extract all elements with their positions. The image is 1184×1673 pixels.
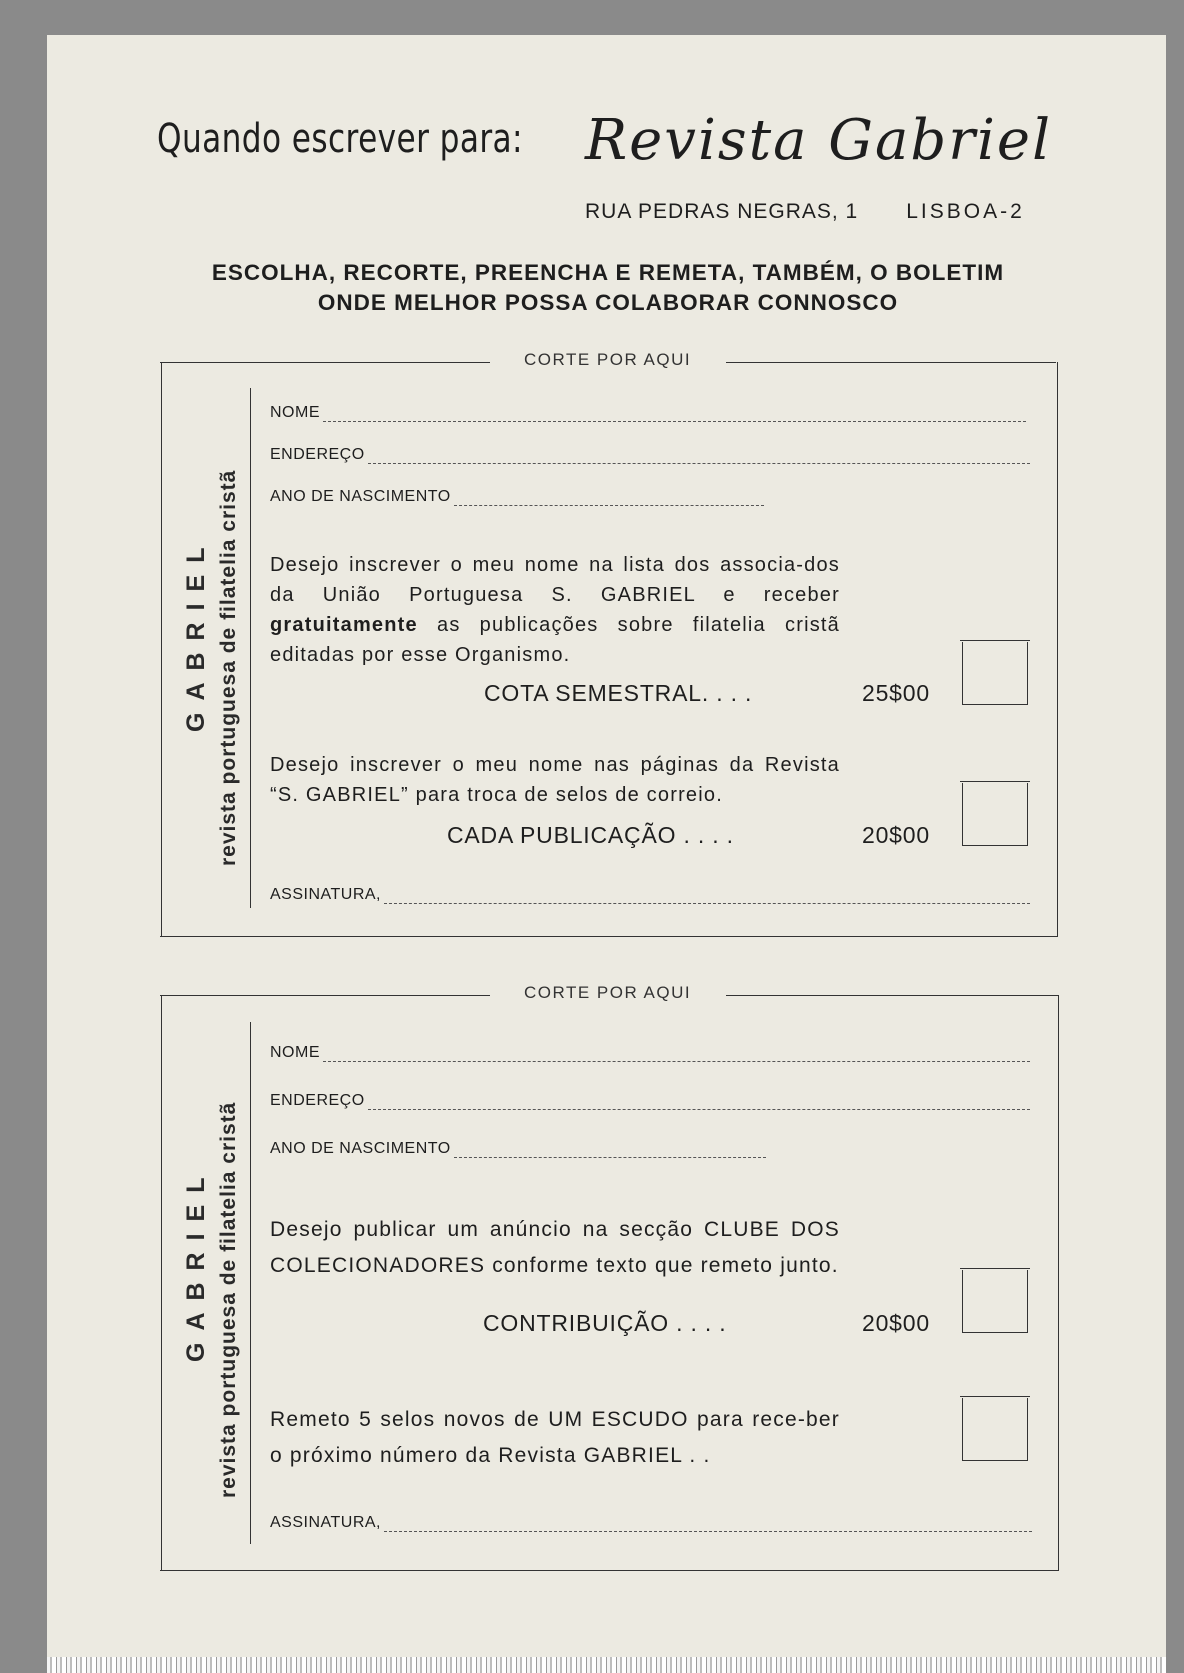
contribution-label: CONTRIBUIÇÃO . . . . <box>483 1310 727 1336</box>
publication-checkbox[interactable] <box>962 783 1028 846</box>
membership-paragraph: Desejo inscrever o meu nome na lista dos associa-dos da União Portuguesa S. GABRIEL e receber gratuitamente as publicações sobre filatelia cristã editadas por esse Organismo. <box>270 554 840 666</box>
cut-line-left <box>160 995 490 996</box>
address-field[interactable] <box>270 1092 1030 1110</box>
cut-label: CORTE POR AQUI <box>524 350 692 369</box>
header-lead: Quando escrever para: <box>157 116 523 162</box>
advertisement-paragraph: Desejo publicar um anúncio na secção CLUBE DOS COLECIONADORES conforme texto que remeto junto. <box>270 1218 840 1277</box>
address-label: ENDEREÇO <box>270 1092 365 1109</box>
birth-year-line <box>454 1145 766 1158</box>
instruction-heading <box>155 258 1061 318</box>
checkbox-rule <box>960 1268 1030 1269</box>
name-line <box>323 409 1026 422</box>
publication-fee-value: 20$00 <box>862 822 930 848</box>
side-subtitle: revista portuguesa de filatelia cristã <box>217 1101 240 1498</box>
form2-border-right <box>1058 995 1059 1570</box>
scan-ruler <box>47 1657 1166 1673</box>
checkbox-rule <box>960 640 1030 641</box>
stamps-checkbox[interactable] <box>962 1398 1028 1461</box>
signature-line <box>384 1519 1032 1532</box>
name-field[interactable] <box>270 1044 1030 1062</box>
address <box>585 200 1025 224</box>
checkbox-rule <box>960 781 1030 782</box>
checkbox-rule <box>960 1396 1030 1397</box>
side-title: GABRIEL <box>182 535 210 732</box>
form1-side-divider <box>250 388 251 908</box>
address-city: LISBOA-2 <box>906 200 1025 223</box>
name-label: NOME <box>270 404 320 421</box>
semester-fee-label: COTA SEMESTRAL. . . . <box>484 680 753 706</box>
address-label: ENDEREÇO <box>270 446 365 463</box>
semester-checkbox[interactable] <box>962 642 1028 705</box>
publication-fee-label: CADA PUBLICAÇÃO . . . . <box>447 822 734 848</box>
signature-line <box>384 891 1030 904</box>
birth-year-label: ANO DE NASCIMENTO <box>270 1140 451 1157</box>
semester-fee-value: 25$00 <box>862 680 930 706</box>
form1-border-right <box>1057 362 1058 936</box>
address-street: RUA PEDRAS NEGRAS, 1 <box>585 200 859 223</box>
form2-side-divider <box>250 1022 251 1544</box>
address-line <box>368 1097 1030 1110</box>
birth-year-line <box>454 493 764 506</box>
birth-year-field[interactable] <box>270 488 764 506</box>
instruction-line-2: ONDE MELHOR POSSA COLABORAR CONNOSCO <box>317 290 899 315</box>
name-field[interactable] <box>270 404 1026 422</box>
magazine-title: Revista Gabriel <box>585 108 1052 173</box>
signature-label: ASSINATURA, <box>270 1514 381 1531</box>
advertisement-checkbox[interactable] <box>962 1270 1028 1333</box>
name-line <box>323 1049 1030 1062</box>
form2-border-bottom <box>160 1570 1059 1571</box>
instruction-line-1: ESCOLHA, RECORTE, PREENCHA E REMETA, TAMBÉM, O BOLETIM <box>211 260 1005 285</box>
signature-label: ASSINATURA, <box>270 886 381 903</box>
signature-field[interactable] <box>270 886 1030 904</box>
cut-line-right <box>726 362 1056 363</box>
stamps-paragraph: Remeto 5 selos novos de UM ESCUDO para rece-ber o próximo número da Revista GABRIEL . . <box>270 1408 840 1467</box>
address-line <box>368 451 1030 464</box>
birth-year-label: ANO DE NASCIMENTO <box>270 488 451 505</box>
cut-label: CORTE POR AQUI <box>524 983 692 1002</box>
form1-border-left <box>161 362 162 936</box>
form2-border-left <box>161 995 162 1570</box>
address-field[interactable] <box>270 446 1030 464</box>
birth-year-field[interactable] <box>270 1140 766 1158</box>
form1-border-bottom <box>160 936 1058 937</box>
name-label: NOME <box>270 1044 320 1061</box>
exchange-paragraph: Desejo inscrever o meu nome nas páginas da Revista “S. GABRIEL” para troca de selos de correio. <box>270 754 840 806</box>
contribution-value: 20$00 <box>862 1310 930 1336</box>
cut-line-left <box>160 362 490 363</box>
side-title: GABRIEL <box>182 1165 210 1362</box>
cut-line-right <box>726 995 1058 996</box>
side-subtitle: revista portuguesa de filatelia cristã <box>217 469 240 866</box>
emphasis-free: gratuitamente <box>270 614 418 636</box>
signature-field[interactable] <box>270 1514 1032 1532</box>
